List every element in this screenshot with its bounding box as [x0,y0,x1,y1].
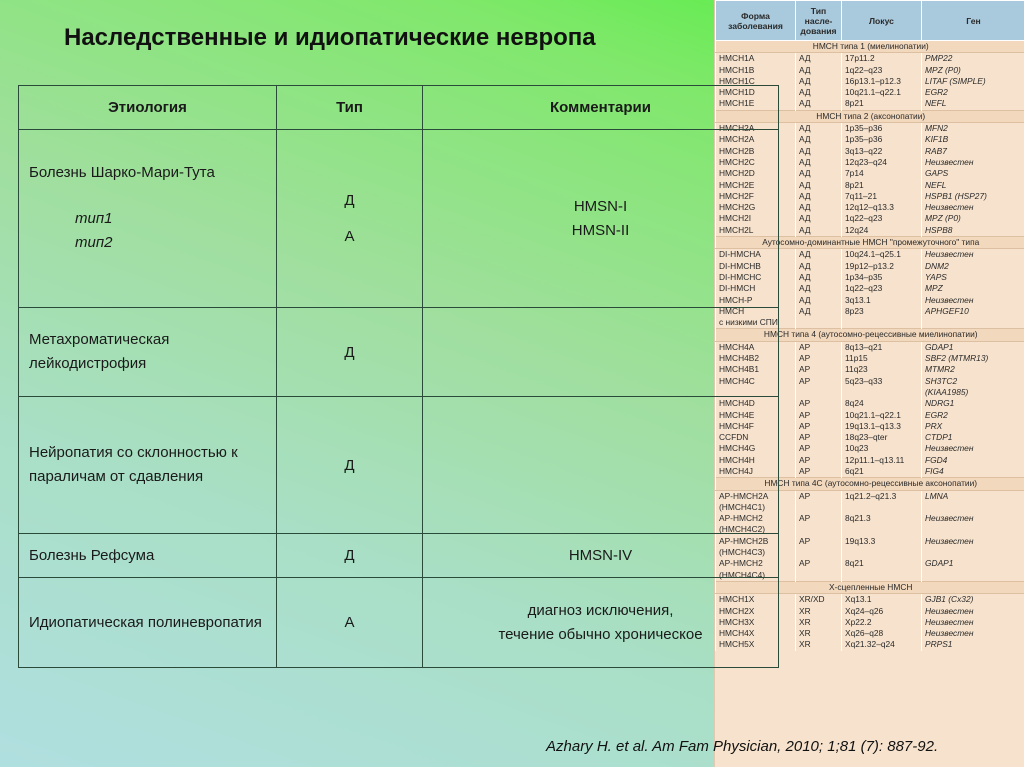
comment-text: течение обычно хроническое [498,625,703,643]
citation: Azhary H. et al. Am Fam Physician, 2010; 1;81 (7): 887-92. [546,738,939,755]
ref-form-cell: HMCH4H [716,455,796,466]
ref-gene-cell [922,502,1024,513]
ref-form-cell: HMCH3X [716,617,796,628]
ref-gene-cell: Неизвестен [922,157,1024,168]
etiology-cell: Нейропатия со склонностью к параличам от сдавления [19,397,277,534]
ref-inheritance-cell: XR [796,639,842,650]
ref-gene-cell: MPZ (P0) [922,213,1024,224]
subtype-label: тип2 [75,233,113,251]
comment-cell [423,578,779,668]
ref-gene-cell: NEFL [922,98,1024,110]
ref-locus-cell [842,547,922,558]
ref-gene-cell: Неизвестен [922,536,1024,547]
ref-locus-cell: 1q22–q23 [842,213,922,224]
ref-inheritance-cell: АД [796,191,842,202]
ref-locus-cell: Xq13.1 [842,594,922,606]
ref-locus-cell [842,387,922,398]
ref-gene-cell: SBF2 (MTMR13) [922,353,1024,364]
ref-inheritance-cell: АД [796,249,842,261]
ref-gene-cell: GJB1 (Cx32) [922,594,1024,606]
ref-inheritance-cell: АР [796,353,842,364]
ref-locus-cell: 1p34–p35 [842,272,922,283]
ref-form-cell: DI-HMCHA [716,249,796,261]
ref-form-cell: (HMCH4C4) [716,570,796,582]
slide-title: Наследственные и идиопатические невропа [64,24,596,51]
ref-locus-cell: Xp22.2 [842,617,922,628]
ref-gene-cell: EGR2 [922,410,1024,421]
ref-form-cell: AP-HMCH2 [716,513,796,524]
ref-inheritance-cell: АР [796,513,842,524]
ref-form-cell: HMCH2B [716,146,796,157]
ref-form-cell: HMCH2F [716,191,796,202]
table-row [19,578,779,668]
ref-gene-cell: EGR2 [922,87,1024,98]
ref-gene-cell: Неизвестен [922,295,1024,306]
ref-gene-cell: Неизвестен [922,606,1024,617]
ref-form-cell: HMCH4G [716,443,796,454]
ref-gene-cell: Неизвестен [922,249,1024,261]
ref-form-cell: HMCH4F [716,421,796,432]
ref-locus-cell: 10q21.1–q22.1 [842,87,922,98]
ref-locus-cell: 12p11.1–q13.11 [842,455,922,466]
ref-inheritance-cell [796,502,842,513]
ref-inheritance-cell: АР [796,398,842,409]
ref-gene-cell: APHGEF10 [922,306,1024,317]
ref-form-cell: HMCH4E [716,410,796,421]
ref-inheritance-cell: АР [796,536,842,547]
ref-section-row [716,41,1024,53]
ref-inheritance-cell: XR [796,628,842,639]
ref-inheritance-cell: АД [796,306,842,317]
ref-gene-cell: Неизвестен [922,513,1024,524]
ref-form-cell: HMCH2D [716,168,796,179]
ref-form-cell: HMCH2C [716,157,796,168]
ref-inheritance-cell [796,387,842,398]
ref-inheritance-cell: АД [796,87,842,98]
ref-locus-cell: 8q21 [842,558,922,569]
ref-gene-cell: MPZ (P0) [922,65,1024,76]
ref-form-cell: HMCH4B2 [716,353,796,364]
ref-locus-cell: 12q12–q13.3 [842,202,922,213]
ref-locus-cell: Xq24–q26 [842,606,922,617]
comment-cell [423,130,779,308]
ref-form-cell: HMCH5X [716,639,796,650]
ref-locus-cell: 5q23–q33 [842,376,922,387]
ref-gene-cell: HSPB1 (HSP27) [922,191,1024,202]
ref-form-cell: DI-HMCHB [716,261,796,272]
ref-section-label: НМСН типа 2 (аксонопатии) [716,110,1024,122]
ref-form-cell: HMCH2I [716,213,796,224]
ref-inheritance-cell: АР [796,410,842,421]
ref-gene-cell: PMP22 [922,53,1024,65]
ref-form-cell: (HMCH4C1) [716,502,796,513]
ref-form-cell: HMCH1A [716,53,796,65]
ref-inheritance-cell: АР [796,490,842,502]
ref-gene-cell: Неизвестен [922,617,1024,628]
ref-inheritance-cell [796,524,842,535]
type-cell: Д [277,534,423,578]
table-row [19,397,779,534]
ref-form-cell: HMCH-P [716,295,796,306]
ref-form-cell: HMCH4B1 [716,364,796,375]
reference-table-header [716,1,1024,41]
ref-gene-cell: HSPB8 [922,225,1024,237]
ref-section-label: X-сцепленные НМСН [716,581,1024,593]
ref-inheritance-cell: АД [796,53,842,65]
ref-form-cell: HMCH1X [716,594,796,606]
ref-form-cell: AP-HMCH2B [716,536,796,547]
comment-cell [423,308,779,397]
ref-section-label: НМСН типа 4 (аутосомно-рецессивные миелинопатии) [716,329,1024,341]
comment-text: HMSN-I [573,197,628,215]
ref-form-cell: DI-HMCHC [716,272,796,283]
ref-gene-cell: GDAP1 [922,341,1024,353]
ref-gene-cell: (KIAA1985) [922,387,1024,398]
ref-form-cell: HMCH2G [716,202,796,213]
ref-gene-cell: FGD4 [922,455,1024,466]
ref-inheritance-cell: АР [796,432,842,443]
ref-inheritance-cell [796,570,842,582]
ref-gene-cell [922,547,1024,558]
ref-gene-cell [922,524,1024,535]
ref-gene-cell: PRX [922,421,1024,432]
ref-locus-cell: 1p35–p36 [842,134,922,145]
ref-locus-cell [842,570,922,582]
ref-locus-cell: 10q23 [842,443,922,454]
etiology-table [18,85,779,668]
ref-form-cell: HMCH2A [716,134,796,145]
ref-form-cell: HMCH4J [716,466,796,478]
ref-inheritance-cell: АД [796,65,842,76]
ref-locus-cell: 12q23–q24 [842,157,922,168]
table-row [19,308,779,397]
ref-locus-cell: 8p21 [842,98,922,110]
ref-header-form: Форма заболевания [716,1,796,41]
ref-gene-cell: NEFL [922,180,1024,191]
ref-gene-cell: SH3TC2 [922,376,1024,387]
etiology-table-header [19,86,779,130]
ref-inheritance-cell: АД [796,295,842,306]
ref-inheritance-cell: АР [796,341,842,353]
ref-locus-cell: 6q21 [842,466,922,478]
ref-table-row [716,53,1024,65]
ref-inheritance-cell: XR/XD [796,594,842,606]
ref-gene-cell [922,570,1024,582]
ref-locus-cell: 11q23 [842,364,922,375]
ref-header-locus: Локус [842,1,922,41]
header-etiology: Этиология [19,86,277,130]
type-value: Д [344,191,355,209]
ref-locus-cell: 19q13.1–q13.3 [842,421,922,432]
type-value: А [344,227,355,245]
ref-gene-cell: MTMR2 [922,364,1024,375]
ref-section-label: НМСН типа 4C (аутосомно-рецессивные аксонопатии) [716,478,1024,490]
comment-cell [423,397,779,534]
ref-form-cell: HMCH2E [716,180,796,191]
ref-gene-cell: LITAF (SIMPLE) [922,76,1024,87]
ref-inheritance-cell: АД [796,76,842,87]
etiology-cell: Метахроматическая лейкодистрофия [19,308,277,397]
ref-form-cell: CCFDN [716,432,796,443]
ref-form-cell: HMCH1C [716,76,796,87]
ref-locus-cell: Xq21.32–q24 [842,639,922,650]
ref-locus-cell: 7p14 [842,168,922,179]
ref-inheritance-cell: АР [796,558,842,569]
ref-inheritance-cell: АР [796,421,842,432]
ref-inheritance-cell: АД [796,123,842,135]
etiology-cell: Болезнь Рефсума [19,534,277,578]
ref-gene-cell: DNM2 [922,261,1024,272]
type-cell: А [277,578,423,668]
etiology-cell [19,130,277,308]
ref-form-cell: с низкими СПИ [716,317,796,329]
ref-gene-cell: CTDP1 [922,432,1024,443]
ref-inheritance-cell: АР [796,443,842,454]
ref-inheritance-cell: АР [796,455,842,466]
ref-gene-cell [922,317,1024,329]
ref-inheritance-cell [796,547,842,558]
ref-locus-cell: 3q13.1 [842,295,922,306]
etiology-cell: Идиопатическая полиневропатия [19,578,277,668]
header-comments: Комментарии [423,86,779,130]
ref-form-cell: DI-HMCH [716,283,796,294]
type-cell [277,130,423,308]
ref-inheritance-cell: АД [796,180,842,191]
ref-locus-cell [842,524,922,535]
ref-gene-cell: Неизвестен [922,443,1024,454]
ref-section-label: Аутосомно-доминантные НМСН "промежуточного" типа [716,237,1024,249]
ref-form-cell: (HMCH4C3) [716,547,796,558]
ref-locus-cell [842,502,922,513]
ref-inheritance-cell: АД [796,202,842,213]
ref-form-cell: HMCH1D [716,87,796,98]
ref-inheritance-cell: АД [796,225,842,237]
ref-gene-cell: GDAP1 [922,558,1024,569]
comment-text: диагноз исключения, [527,601,674,619]
ref-section-label: НМСН типа 1 (миелинопатии) [716,41,1024,53]
ref-form-cell: HMCH [716,306,796,317]
ref-gene-cell: MFN2 [922,123,1024,135]
comment-cell: HMSN-IV [423,534,779,578]
ref-gene-cell: RAB7 [922,146,1024,157]
comment-text: HMSN-II [571,221,630,239]
ref-inheritance-cell: XR [796,606,842,617]
ref-form-cell: HMCH1B [716,65,796,76]
ref-locus-cell [842,317,922,329]
ref-locus-cell: 17p11.2 [842,53,922,65]
ref-locus-cell: 8q24 [842,398,922,409]
ref-gene-cell: GAPS [922,168,1024,179]
ref-inheritance-cell: XR [796,617,842,628]
ref-locus-cell: 10q21.1–q22.1 [842,410,922,421]
ref-gene-cell: LMNA [922,490,1024,502]
type-cell: Д [277,308,423,397]
ref-locus-cell: 7q11–21 [842,191,922,202]
ref-form-cell: HMCH2A [716,123,796,135]
ref-gene-cell: KIF1B [922,134,1024,145]
ref-form-cell: HMCH4X [716,628,796,639]
ref-form-cell: HMCH4C [716,376,796,387]
ref-gene-cell: NDRG1 [922,398,1024,409]
ref-locus-cell: 19p12–p13.2 [842,261,922,272]
ref-gene-cell: PRPS1 [922,639,1024,650]
ref-locus-cell: Xq26–q28 [842,628,922,639]
ref-inheritance-cell: АД [796,146,842,157]
subtype-label: тип1 [75,209,113,227]
header-type: Тип [277,86,423,130]
ref-inheritance-cell: АД [796,168,842,179]
ref-form-cell: HMCH2X [716,606,796,617]
ref-locus-cell: 1q22–q23 [842,283,922,294]
ref-locus-cell: 10q24.1–q25.1 [842,249,922,261]
ref-form-cell: AP-HMCH2A [716,490,796,502]
ref-locus-cell: 18q23–qter [842,432,922,443]
ref-form-cell: HMCH1E [716,98,796,110]
type-cell: Д [277,397,423,534]
ref-form-cell: HMCH4D [716,398,796,409]
ref-gene-cell: YAPS [922,272,1024,283]
ref-gene-cell: Неизвестен [922,202,1024,213]
ref-inheritance-cell [796,317,842,329]
ref-locus-cell: 8q13–q21 [842,341,922,353]
ref-locus-cell: 8p21 [842,180,922,191]
ref-form-cell: AP-HMCH2 [716,558,796,569]
ref-inheritance-cell: АД [796,134,842,145]
ref-locus-cell: 11p15 [842,353,922,364]
ref-inheritance-cell: АР [796,466,842,478]
ref-form-cell: (HMCH4C2) [716,524,796,535]
ref-locus-cell: 19q13.3 [842,536,922,547]
ref-header-inheritance: Тип насле-дования [796,1,842,41]
ref-inheritance-cell: АД [796,213,842,224]
ref-inheritance-cell: АД [796,283,842,294]
ref-gene-cell: MPZ [922,283,1024,294]
table-row [19,534,779,578]
ref-locus-cell: 3q13–q22 [842,146,922,157]
ref-gene-cell: FIG4 [922,466,1024,478]
ref-locus-cell: 1q21.2–q21.3 [842,490,922,502]
ref-locus-cell: 16p13.1–p12.3 [842,76,922,87]
ref-table-row [716,65,1024,76]
ref-form-cell: HMCH2L [716,225,796,237]
ref-inheritance-cell: АР [796,376,842,387]
ref-locus-cell: 8p23 [842,306,922,317]
ref-form-cell: HMCH4A [716,341,796,353]
ref-locus-cell: 1p35–p36 [842,123,922,135]
ref-locus-cell: 12q24 [842,225,922,237]
ref-locus-cell: 8q21.3 [842,513,922,524]
table-row [19,130,779,308]
ref-header-gene: Ген [922,1,1024,41]
ref-inheritance-cell: АД [796,261,842,272]
ref-gene-cell: Неизвестен [922,628,1024,639]
ref-inheritance-cell: АД [796,272,842,283]
ref-inheritance-cell: АР [796,364,842,375]
etiology-text: Болезнь Шарко-Мари-Тута [29,163,215,181]
ref-inheritance-cell: АД [796,157,842,168]
ref-inheritance-cell: АД [796,98,842,110]
ref-locus-cell: 1q22–q23 [842,65,922,76]
